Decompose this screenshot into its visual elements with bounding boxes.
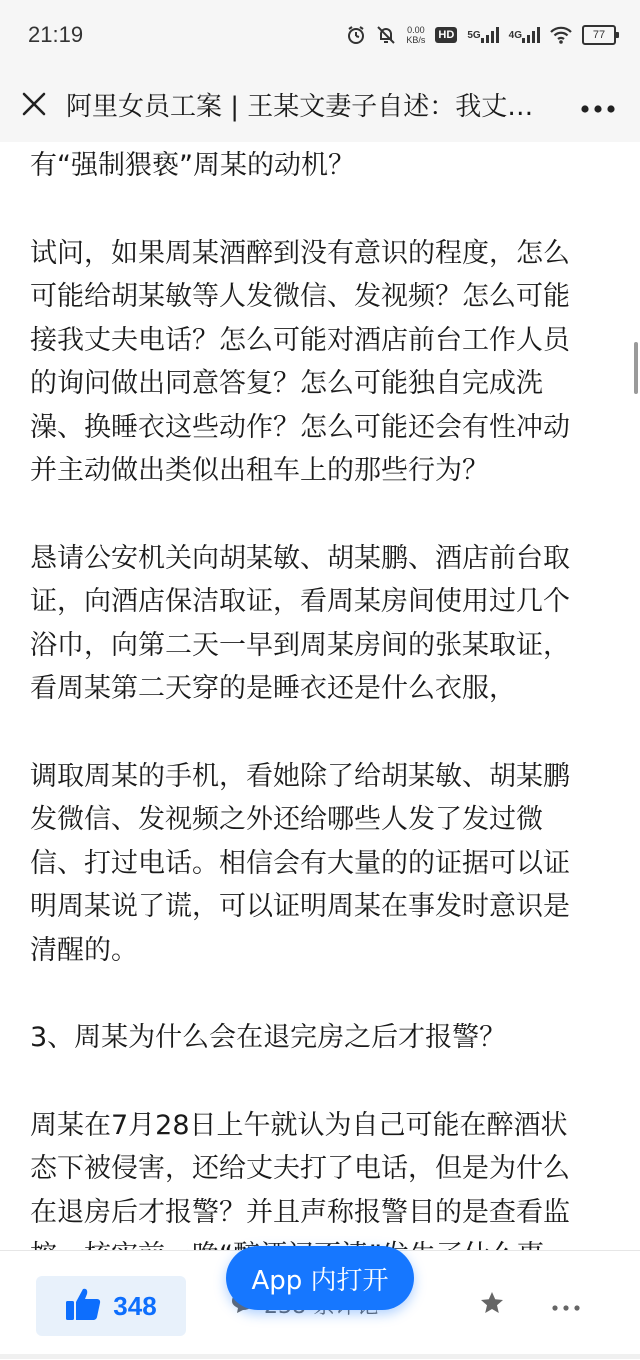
favorite-button[interactable] (476, 1289, 508, 1321)
more-options-button[interactable] (576, 90, 620, 124)
signal-4g-icon (509, 24, 540, 46)
star-icon (479, 1290, 505, 1320)
close-button[interactable] (16, 88, 52, 124)
battery-level: 77 (582, 25, 616, 45)
like-button[interactable] (36, 1276, 186, 1336)
article-paragraph: 恳请公安机关向胡某敏、胡某鹏、酒店前台取 证，向酒店保洁取证，看周某房间使用过几个 浴巾，向第二天一早到周某房间的张某取证， 看周某第二天穿的是睡衣还是什么衣服， (30, 542, 570, 704)
alarm-icon (346, 24, 366, 46)
more-icon (581, 98, 615, 117)
open-in-app-button[interactable]: App 内打开 (226, 1246, 414, 1310)
like-count: 348 (113, 1290, 157, 1321)
status-icons (346, 24, 616, 46)
article-paragraph: 试问，如果周某酒醉到没有意识的程度，怎么 可能给胡某敏等人发微信、发视频？怎么可能 接我丈夫电话？怎么可能对酒店前台工作人员 的询问做出同意答复？怎么可能独自完成洗 澡、换睡衣这些动作？怎么可能还会有性冲动 并主动做出类似出租车上的那些行为？ (30, 237, 570, 486)
article-paragraph: 周某在7月28日上午就认为自己可能在醉酒状 态下被侵害，还给丈夫打了电话，但是为什么 在退房后才报警？并且声称报警目的是查看监 (30, 1109, 570, 1228)
wifi-icon (550, 24, 572, 46)
sim1-label: 5G (467, 29, 481, 41)
status-time: 21:19 (28, 22, 84, 47)
article-body (30, 142, 610, 1250)
page-title: 阿里女员工案 | 王某文妻子自述：我丈… (66, 92, 534, 122)
article-paragraph: 调取周某的手机，看她除了给胡某敏、胡某鹏 发微信、发视频之外还给哪些人发了发过微 信、打过电话。相信会有大量的的证据可以证 明周某说了谎，可以证明周某在事发时意识是 清醒的。 (30, 760, 570, 966)
hd-icon (435, 24, 457, 46)
status-bar (0, 0, 640, 72)
more-icon (552, 1296, 580, 1315)
home-indicator (0, 1354, 640, 1359)
battery-icon (582, 24, 616, 46)
close-icon (21, 91, 47, 121)
net-speed (406, 24, 425, 46)
bell-off-icon (376, 24, 396, 46)
net-speed-value: 0.00 (407, 25, 425, 35)
signal-5g-icon (467, 24, 498, 46)
scrollbar[interactable] (634, 342, 638, 394)
article-section-heading: 3、周某为什么会在退完房之后才报警？ (30, 1022, 507, 1053)
sim2-label: 4G (508, 29, 522, 41)
net-speed-unit: KB/s (406, 35, 426, 45)
thumbs-up-icon (65, 1287, 101, 1325)
bottom-more-button[interactable] (546, 1289, 586, 1321)
hd-badge: HD (435, 27, 457, 43)
article-paragraph: 有“强制猥亵”周某的动机？ (30, 150, 355, 181)
article-header (0, 72, 640, 142)
